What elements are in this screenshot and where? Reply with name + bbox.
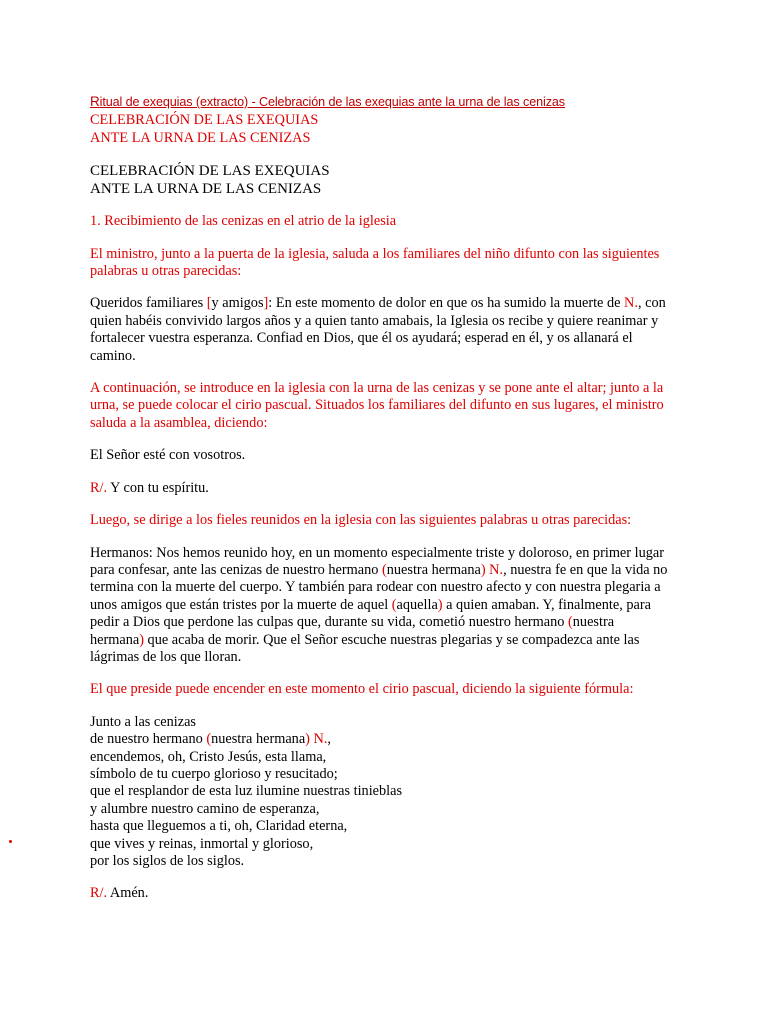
greeting-text: Queridos familiares xyxy=(90,295,207,312)
rubric-2-line-2: urna, se puede colocar el cirio pascual. Situados los familiares del difunto en sus lugares, el ministro xyxy=(90,397,664,414)
homily-text: , nuestra fe en que la vida no xyxy=(503,561,668,578)
homily-text: pedir a Dios que perdone las culpas que, durante su vida, cometió nuestro hermano xyxy=(90,614,569,631)
rubric-paragraph-1 xyxy=(90,246,690,281)
paren-open: ( xyxy=(568,614,573,631)
prayer-text: , xyxy=(327,731,331,748)
greeting-optional-text: y amigos xyxy=(211,295,264,312)
document-page xyxy=(90,93,690,903)
red-title-line-1: CELEBRACIÓN DE LAS EXEQUIAS xyxy=(90,112,319,129)
bracket-open: [ xyxy=(206,295,212,312)
link-text[interactable]: itual de exequias (extracto) - Celebración de las exequias ante la urna de las cenizas xyxy=(99,95,565,109)
homily-text: a quien amaban. Y, finalmente, para xyxy=(442,596,651,613)
rubric-paragraph-2 xyxy=(90,380,690,432)
greeting-line-2: quien habéis convivido largos años y a quien tanto amabais, la Iglesia os recibe y quiere reanimar y xyxy=(90,312,659,329)
homily-text: unos amigos que están tristes por la muerte de aquel xyxy=(90,596,392,613)
paren-open: ( xyxy=(391,596,397,613)
name-placeholder: N. xyxy=(624,295,638,312)
main-title-line-2: ANTE LA URNA DE LAS CENIZAS xyxy=(90,180,322,197)
homily-line-2 xyxy=(90,562,690,579)
response-text: Y con tu espíritu. xyxy=(107,479,209,496)
homily-line-4 xyxy=(90,597,690,614)
rubric-2-line-3: saluda a la asamblea, diciendo: xyxy=(90,414,268,431)
homily-alt-text: nuestra hermana xyxy=(386,561,481,578)
paren-close: ) xyxy=(480,561,486,578)
salutation: El Señor esté con vosotros. xyxy=(90,447,246,464)
red-title-line-2: ANTE LA URNA DE LAS CENIZAS xyxy=(90,129,311,146)
name-placeholder: N. xyxy=(313,731,328,748)
prayer-line-3: encendemos, oh, Cristo Jesús, esta llama, xyxy=(90,748,327,765)
document-title-link[interactable] xyxy=(90,93,690,111)
prayer-line-9: por los siglos de los siglos. xyxy=(90,853,245,869)
prayer-text: de nuestro hermano xyxy=(90,731,207,748)
paren-close: ) xyxy=(437,596,443,613)
paren-close: ) xyxy=(139,631,144,648)
prayer-line-2 xyxy=(90,731,690,748)
greeting-line-3: fortalecer vuestra esperanza. Confiad en Dios, que él os ayudará; esperad en él, y os allanará el xyxy=(90,330,633,347)
homily-alt-text: hermana xyxy=(90,631,140,648)
rubric-4: El que preside puede encender en este momento el cirio pascual, diciendo la siguiente fórmula: xyxy=(90,681,634,698)
rubric-2-line-1: A continuación, se introduce en la iglesia con la urna de las cenizas y se pone ante el altar; junto a la xyxy=(90,380,664,397)
homily-alt-text: aquella xyxy=(396,596,438,613)
homily-text: para confesar, ante las cenizas de nuestro hermano xyxy=(90,561,382,578)
homily-line-7: lágrimas de los que lloran. xyxy=(90,648,242,665)
homily-line-5 xyxy=(90,614,690,631)
homily-text: que acaba de morir. Que el Señor escuche nuestras plegarias y se compadezca ante las xyxy=(143,631,640,648)
prayer-line-4: símbolo de tu cuerpo glorioso y resucitado; xyxy=(90,765,338,782)
paren-close: ) xyxy=(305,731,310,748)
prayer-line-6: y alumbre nuestro camino de esperanza, xyxy=(90,800,320,817)
prayer-line-5: que el resplandor de esta luz ilumine nuestras tinieblas xyxy=(90,783,403,800)
margin-mark xyxy=(9,840,12,843)
homily-line-3: termina con la muerte del cuerpo. Y también para rodear con nuestro afecto y con nuestra plegaria a xyxy=(90,579,661,596)
response-marker: R/. xyxy=(90,885,108,902)
name-placeholder: N. xyxy=(489,561,504,578)
prayer-line-8: que vives y reinas, inmortal y glorioso, xyxy=(90,835,314,852)
greeting-line-4: camino. xyxy=(90,347,136,364)
rubric-3: Luego, se dirige a los fieles reunidos en la iglesia con las siguientes palabras u otras parecidas: xyxy=(90,512,632,529)
homily-alt-text: nuestra xyxy=(572,614,615,631)
response-marker: R/. xyxy=(90,479,108,496)
homily-line-6 xyxy=(90,632,690,649)
prayer-alt-text: nuestra hermana xyxy=(211,731,306,748)
prayer-verse xyxy=(90,714,690,871)
rubric-1-line-2: palabras u otras parecidas: xyxy=(90,263,242,280)
greeting-text: , con xyxy=(637,295,666,312)
response-text: Amén. xyxy=(107,885,149,902)
response-2 xyxy=(90,885,690,902)
main-title-line-1: CELEBRACIÓN DE LAS EXEQUIAS xyxy=(90,163,330,180)
greeting-paragraph xyxy=(90,295,690,365)
prayer-line-7: hasta que lleguemos a ti, oh, Claridad eterna, xyxy=(90,818,348,835)
link-initial[interactable]: R xyxy=(90,94,100,109)
homily-paragraph xyxy=(90,545,690,667)
prayer-line-1: Junto a las cenizas xyxy=(90,713,196,730)
paren-open: ( xyxy=(206,731,212,748)
homily-line-1: Hermanos: Nos hemos reunido hoy, en un momento especialmente triste y doloroso, en primer lugar xyxy=(90,544,664,561)
bracket-close: ] xyxy=(263,295,269,312)
paren-open: ( xyxy=(381,561,387,578)
greeting-text: : En este momento de dolor en que os ha sumido la muerte de xyxy=(268,295,625,312)
section-heading: 1. Recibimiento de las cenizas en el atrio de la iglesia xyxy=(90,213,397,230)
greeting-line-1 xyxy=(90,295,690,312)
response-1 xyxy=(90,480,690,497)
rubric-1-line-1: El ministro, junto a la puerta de la iglesia, saluda a los familiares del niño difunto con las siguientes xyxy=(90,245,660,262)
